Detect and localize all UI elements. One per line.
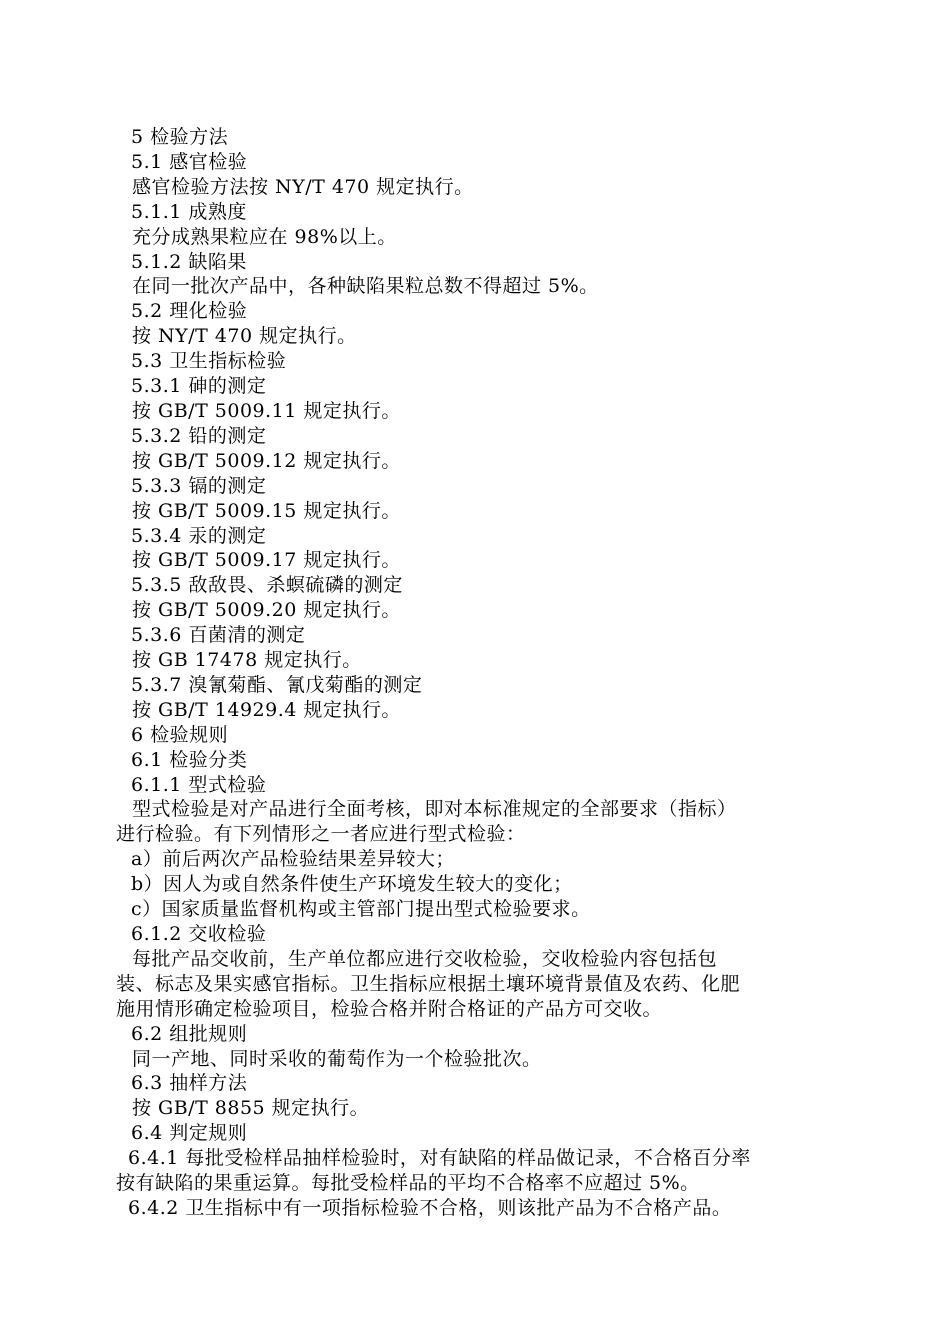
paragraph-line: 型式检验是对产品进行全面考核，即对本标准规定的全部要求（指标） [132,798,737,821]
heading-6-4: 6.4 判定规则 [131,1122,248,1145]
heading-5-1-2: 5.1.2 缺陷果 [131,250,247,273]
heading-5-3-7: 5.3.7 溴氰菊酯、氰戊菊酯的测定 [131,673,423,696]
paragraph-line: 按有缺陷的果重运算。每批受检样品的平均不合格率不应超过 5%。 [116,1172,700,1195]
paragraph-delivery [116,947,836,1022]
heading-5-2: 5.2 理化检验 [131,300,248,323]
heading-5-3: 5.3 卫生指标检验 [131,350,287,373]
text-5-1: 感官检验方法按 NY/T 470 规定执行。 [132,175,474,198]
paragraph-line: 6.4.1 每批受检样品抽样检验时，对有缺陷的样品做记录，不合格百分率 [128,1147,751,1170]
text-5-3-5: 按 GB/T 5009.20 规定执行。 [132,599,401,622]
heading-5-3-4: 5.3.4 汞的测定 [131,524,267,547]
paragraph-line: 施用情形确定检验项目，检验合格并附合格证的产品方可交收。 [116,997,663,1020]
text-5-2: 按 NY/T 470 规定执行。 [132,325,357,348]
document-body [116,125,836,1221]
heading-6-1-1: 6.1.1 型式检验 [131,773,267,796]
paragraph-type-check [116,797,836,847]
text-5-3-6: 按 GB 17478 规定执行。 [132,649,362,672]
text-5-3-4: 按 GB/T 5009.17 规定执行。 [132,549,401,572]
paragraph-line: 6.4.2 卫生指标中有一项指标检验不合格，则该批产品为不合格产品。 [128,1196,732,1219]
heading-5-3-5: 5.3.5 敌敌畏、杀螟硫磷的测定 [131,574,403,597]
heading-6-3: 6.3 抽样方法 [131,1072,248,1095]
text-6-2: 同一产地、同时采收的葡萄作为一个检验批次。 [132,1047,542,1070]
heading-6-1: 6.1 检验分类 [131,748,248,771]
heading-5-3-3: 5.3.3 镉的测定 [131,474,267,497]
list-item-a: a）前后两次产品检验结果差异较大； [131,848,455,871]
heading-6-1-2: 6.1.2 交收检验 [131,923,267,945]
paragraph-line: 每批产品交收前，生产单位都应进行交收检验，交收检验内容包括包 [132,947,718,970]
text-5-3-1: 按 GB/T 5009.11 规定执行。 [132,399,401,422]
text-5-1-2: 在同一批次产品中，各种缺陷果粒总数不得超过 5%。 [132,275,599,298]
heading-6: 6 检验规则 [131,723,229,746]
text-5-1-1: 充分成熟果粒应在 98%以上。 [132,225,397,248]
heading-5-1: 5.1 感官检验 [131,150,248,173]
heading-5-3-6: 5.3.6 百菌清的测定 [131,624,306,647]
paragraph-line: 装、标志及果实感官指标。卫生指标应根据土壤环境背景值及农药、化肥 [116,972,741,995]
heading-5-3-2: 5.3.2 铅的测定 [131,424,267,447]
heading-6-2: 6.2 组批规则 [131,1022,248,1045]
paragraph-6-4-1 [116,1146,836,1196]
text-5-3-2: 按 GB/T 5009.12 规定执行。 [132,449,401,472]
list-item-b: b）因人为或自然条件使生产环境发生较大的变化； [131,873,573,896]
text-6-3: 按 GB/T 8855 规定执行。 [132,1097,370,1120]
paragraph-line: 进行检验。有下列情形之一者应进行型式检验： [116,823,526,846]
paragraph-6-4-2 [116,1196,836,1221]
list-item-c: c）国家质量监督机构或主管部门提出型式检验要求。 [131,898,591,921]
heading-5-3-1: 5.3.1 砷的测定 [131,375,267,398]
text-5-3-7: 按 GB/T 14929.4 规定执行。 [132,698,401,721]
text-5-3-3: 按 GB/T 5009.15 规定执行。 [132,499,401,522]
heading-5: 5 检验方法 [131,126,229,148]
heading-5-1-1: 5.1.1 成熟度 [131,200,247,223]
